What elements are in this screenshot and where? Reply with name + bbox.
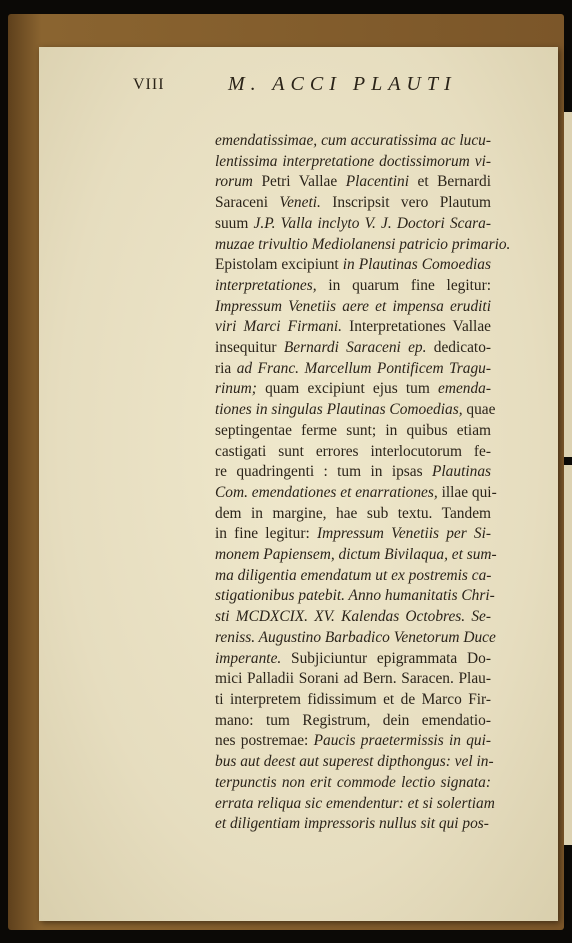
text-segment: rorum [215, 173, 253, 191]
text-line [215, 586, 495, 607]
text-segment: Impressum Venetiis per Si- [316, 525, 491, 543]
text-line [215, 442, 491, 463]
text-segment: insequitur [215, 339, 284, 357]
text-line [215, 152, 491, 173]
text-line [215, 276, 491, 297]
text-segment: stigationibus patebit. Anno humanitatis Chri- [215, 587, 495, 605]
text-segment: Plautinas [432, 463, 491, 481]
text-segment: quam excipiunt ejus tum [256, 380, 438, 398]
text-line [215, 421, 491, 442]
text-line [215, 669, 491, 690]
text-segment: Saraceni [215, 194, 280, 212]
text-line [215, 400, 496, 421]
text-line [215, 235, 511, 256]
text-line [215, 545, 497, 566]
text-line [215, 297, 491, 318]
text-segment: Placentini [345, 173, 409, 191]
text-segment: bus aut deest aut superest dipthongus: vel in- [215, 753, 494, 771]
text-segment: ad Franc. Marcellum Pontificem Tragu- [236, 359, 491, 377]
text-segment: Epistolam excipiunt [215, 256, 343, 274]
text-segment: et diligentiam impressoris nullus sit qui pos- [215, 815, 489, 833]
text-segment: viri Marci Firmani. [215, 318, 342, 336]
text-line [215, 338, 491, 359]
text-segment: emenda- [438, 380, 491, 398]
text-segment: septingentae ferme sunt; in quibus etiam [215, 421, 491, 439]
page-edge [564, 112, 572, 457]
text-segment: Veneti. [279, 194, 321, 212]
text-segment: mano: tum Registrum, dein emendatio- [215, 711, 491, 729]
text-line [215, 752, 494, 773]
text-line [215, 317, 491, 338]
text-segment: ti interpretem fidissimum et de Marco Fir- [215, 690, 491, 708]
text-segment: Bernardi Saraceni ep. [283, 339, 427, 357]
text-segment: errata reliqua sic emendentur: et si solertiam [215, 794, 495, 812]
text-segment: sti MCDXCIX. XV. Kalendas Octobres. Se- [215, 608, 491, 626]
text-segment: dem in margine, hae sub textu. Tandem [215, 504, 491, 522]
text-segment: dedicato- [426, 339, 492, 357]
text-line [215, 462, 491, 483]
text-line [215, 814, 491, 835]
text-segment: tiones in singulas Plautinas Comoedias, [215, 401, 463, 419]
text-segment: interpretationes, [215, 276, 317, 294]
text-segment: Com. emendationes et enarrationes, [215, 483, 438, 501]
text-line [215, 794, 495, 815]
text-line [215, 731, 491, 752]
text-segment: reniss. Augustino Barbadico Venetorum Duce [215, 628, 496, 646]
text-segment: terpunctis non erit commode lectio signata: [215, 773, 491, 791]
text-segment: nes postremae: [215, 732, 314, 750]
text-segment: Petri Vallae [252, 173, 346, 191]
text-segment: re quadringenti : tum in ipsas [215, 463, 432, 481]
text-segment: illae qui- [437, 483, 497, 501]
text-line [215, 193, 491, 214]
text-line [215, 214, 491, 235]
text-segment: emendatissimae, cum accuratissima ac lucu- [215, 132, 491, 149]
text-segment: Impressum Venetiis aere et impensa eruditi [215, 297, 491, 315]
text-line [215, 379, 491, 400]
text-line [215, 255, 491, 276]
text-segment: et Bernardi [409, 173, 491, 191]
text-segment: imperante. [215, 649, 282, 667]
text-line [215, 773, 491, 794]
text-line [215, 483, 497, 504]
text-segment: castigati sunt errores interlocutorum fe- [215, 442, 491, 460]
running-title: M. ACCI PLAUTI [228, 73, 457, 95]
text-segment: rinum; [215, 380, 257, 398]
text-line [215, 359, 491, 380]
body-text [215, 131, 511, 835]
text-segment: in Plautinas Comoedias [342, 256, 491, 274]
text-segment: ma diligentia emendatum ut ex postremis ca- [215, 566, 492, 584]
text-segment: mici Palladii Sorani ad Bern. Saracen. Plau- [215, 670, 491, 688]
text-segment: Interpretationes Vallae [341, 318, 491, 336]
text-segment: monem Papiensem, dictum Bivilaqua, et sum- [215, 546, 497, 564]
text-line [215, 566, 491, 587]
text-segment: Subjiciuntur epigrammata Do- [281, 649, 491, 667]
text-segment: Inscripsit vero Plautum [320, 194, 491, 212]
text-line [215, 607, 491, 628]
text-segment: ria [215, 359, 237, 377]
text-line [215, 628, 496, 649]
text-segment: suum [215, 214, 254, 232]
text-segment: in quarum fine legitur: [316, 276, 491, 294]
text-line [215, 131, 491, 152]
text-segment: Paucis praetermissis in qui- [313, 732, 492, 750]
text-segment: J.P. Valla inclyto V. J. Doctori Scara- [253, 214, 491, 232]
page-number: VIII [133, 76, 165, 93]
text-segment: in fine legitur: [215, 525, 317, 543]
text-line [215, 172, 491, 193]
text-line [215, 690, 491, 711]
text-line [215, 524, 491, 545]
page-edge [564, 465, 572, 845]
text-line [215, 504, 491, 525]
text-segment: muzae trivultio Mediolanensi patricio primario. [215, 235, 511, 253]
text-line [215, 711, 491, 732]
text-segment: lentissima interpretatione doctissimorum vi- [215, 152, 491, 170]
text-line [215, 649, 491, 670]
text-segment: quae [462, 401, 496, 419]
